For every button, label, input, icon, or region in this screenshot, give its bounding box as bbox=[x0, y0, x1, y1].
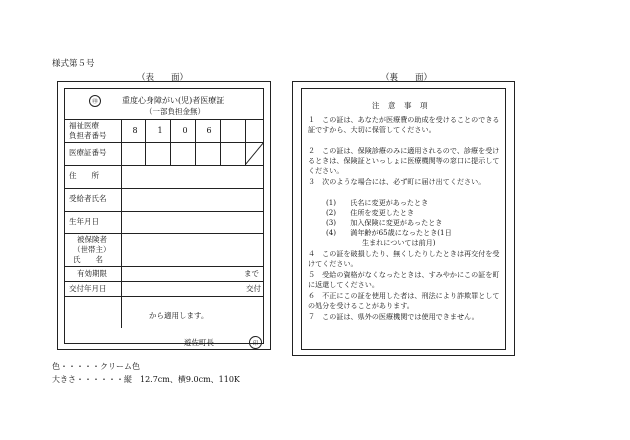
note-item: ５ 受給の資格がなくなったときは、すみやかにこの証を町に返還してください。 bbox=[308, 270, 500, 290]
applied-text: から適用します。 bbox=[149, 311, 209, 320]
welfare-label-2: 負担者番号 bbox=[69, 131, 107, 140]
note-item: ３ 次のような場合には、必ず町に届け出てください。 bbox=[308, 177, 486, 186]
card-subtitle: （一部負担金無） bbox=[145, 107, 205, 116]
sub-item: (2) 住所を変更したとき bbox=[326, 208, 415, 217]
insured-label-2: （世帯主） bbox=[73, 245, 111, 254]
row-divider bbox=[65, 188, 264, 189]
note-item: ７ この証は、県外の医療機関では使用できません。 bbox=[308, 312, 479, 321]
diagonal-strike-icon bbox=[245, 142, 264, 165]
birth-label: 生年月日 bbox=[69, 217, 99, 226]
row-divider bbox=[65, 119, 264, 120]
front-side-label: （表 面） bbox=[137, 73, 189, 83]
note-item: １ この証は、あなたが医療費の助成を受けることのできる証ですから、大切に保管してください。 bbox=[308, 115, 500, 135]
row-divider bbox=[65, 142, 264, 143]
issuer-seal-icon: 印 bbox=[249, 336, 262, 349]
front-card bbox=[57, 81, 271, 350]
note-item: ４ この証を破損したり、無くしたりしたときは再交付を受けてください。 bbox=[308, 249, 500, 269]
color-spec: 色・・・・・クリーム色 bbox=[52, 362, 140, 371]
sub-item: 生まれについては前月) bbox=[362, 238, 436, 247]
note-item: ６ 不正にこの証を使用した者は、刑法により詐欺罪としての処分を受けることがあります。 bbox=[308, 291, 500, 311]
row-divider bbox=[65, 296, 264, 297]
size-spec: 大きさ・・・・・・縦 12.7cm、横9.0cm、110K bbox=[52, 375, 240, 384]
seal-mark-icon: ㊞ bbox=[89, 95, 101, 107]
address-label: 住 所 bbox=[69, 171, 99, 180]
welfare-digit: 6 bbox=[206, 126, 212, 135]
recipient-label: 受給者氏名 bbox=[69, 194, 107, 203]
welfare-label-1: 福祉医療 bbox=[69, 121, 99, 130]
sub-item: (1) 氏名に変更があったとき bbox=[326, 198, 429, 207]
form-number: 様式第５号 bbox=[52, 59, 95, 69]
insured-label-3: 氏 名 bbox=[73, 255, 103, 264]
back-card-inner bbox=[301, 88, 506, 350]
issue-label: 交付年月日 bbox=[69, 284, 107, 293]
cert-number-label: 医療証番号 bbox=[69, 148, 107, 157]
sub-item: (3) 加入保険に変更があったとき bbox=[326, 218, 443, 227]
row-divider bbox=[65, 165, 264, 166]
sub-item: (4) 満年齢が65歳になったとき(1日 bbox=[326, 228, 452, 237]
row-divider bbox=[65, 233, 264, 234]
row-divider bbox=[65, 211, 264, 212]
row-divider bbox=[65, 266, 264, 267]
validity-label: 有効期限 bbox=[77, 269, 107, 278]
insured-label-1: 被保険者 bbox=[77, 235, 107, 244]
issuer-name: 遊佐町長 bbox=[184, 338, 214, 347]
welfare-digit: 0 bbox=[182, 126, 188, 135]
card-title: 重度心身障がい(児)者医療証 bbox=[122, 96, 225, 105]
note-item: ２ この証は、保険診療のみに適用されるので、診療を受けるときは、保険証といっしょに医療機関等の窓口に提示してください。 bbox=[308, 146, 500, 176]
welfare-digit: 1 bbox=[157, 126, 163, 135]
notes-heading: 注 意 事 項 bbox=[372, 101, 428, 110]
back-card bbox=[292, 81, 515, 356]
issue-suffix: 交付 bbox=[246, 284, 261, 293]
front-card-inner bbox=[64, 88, 264, 347]
validity-suffix: まで bbox=[244, 269, 259, 278]
welfare-digit: 8 bbox=[132, 126, 138, 135]
row-divider bbox=[65, 281, 264, 282]
back-side-label: （裏 面） bbox=[381, 73, 433, 83]
